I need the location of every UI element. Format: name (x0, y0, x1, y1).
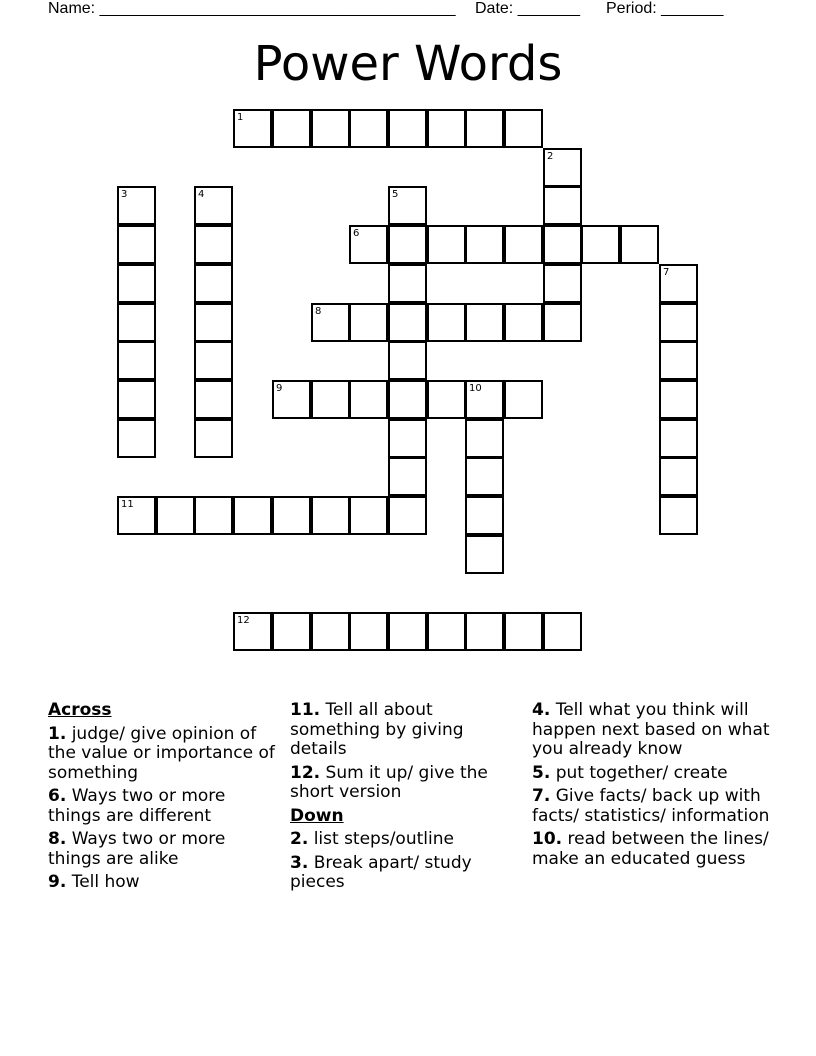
crossword-cell[interactable] (620, 225, 659, 264)
clue-number: 9. (48, 872, 67, 892)
crossword-cell[interactable] (311, 612, 350, 651)
crossword-cell[interactable] (117, 303, 156, 342)
crossword-cell[interactable] (388, 341, 427, 380)
crossword-cell[interactable] (388, 303, 427, 342)
crossword-cell[interactable] (543, 303, 582, 342)
crossword-cell[interactable] (659, 341, 698, 380)
clue-number: 5. (532, 762, 551, 783)
clue-number-label: 12 (237, 615, 250, 626)
crossword-cell[interactable] (194, 380, 233, 419)
crossword-cell[interactable] (311, 496, 350, 535)
clue-number-label: 9 (276, 383, 283, 394)
clue-across-12 (290, 764, 518, 803)
crossword-cell[interactable] (388, 457, 427, 496)
crossword-cell[interactable] (427, 612, 466, 651)
crossword-cell[interactable] (465, 496, 504, 535)
clue-number-label: 1 (237, 112, 244, 123)
crossword-cell[interactable] (388, 496, 427, 535)
crossword-cell[interactable] (194, 496, 233, 535)
clue-number: 3. (290, 852, 309, 873)
crossword-cell[interactable] (465, 535, 504, 574)
clue-number: 4. (532, 700, 551, 720)
crossword-cell[interactable] (117, 225, 156, 264)
clue-number-label: 5 (392, 189, 399, 200)
crossword-cell[interactable] (427, 109, 466, 148)
crossword-cell[interactable] (543, 148, 582, 187)
crossword-cell[interactable] (194, 264, 233, 303)
crossword-cell[interactable] (311, 303, 350, 342)
crossword-cell[interactable] (349, 109, 388, 148)
crossword-cell[interactable] (543, 186, 582, 225)
clue-down-3 (290, 854, 518, 893)
crossword-cell[interactable] (581, 225, 620, 264)
clue-down-2 (290, 830, 518, 850)
clue-number: 7. (532, 786, 551, 806)
crossword-cell[interactable] (117, 380, 156, 419)
crossword-cell[interactable] (543, 612, 582, 651)
crossword-cell[interactable] (388, 225, 427, 264)
clue-text: Ways two or more things are alike (48, 829, 226, 869)
clue-number-label: 10 (469, 383, 482, 394)
crossword-cell[interactable] (659, 496, 698, 535)
clue-number: 6. (48, 786, 67, 806)
crossword-cell[interactable] (272, 380, 311, 419)
crossword-cell[interactable] (659, 264, 698, 303)
crossword-cell[interactable] (272, 109, 311, 148)
crossword-cell[interactable] (272, 612, 311, 651)
clue-number: 10. (532, 829, 563, 849)
clue-text: Tell all about something by giving details (290, 700, 464, 759)
crossword-cell[interactable] (117, 496, 156, 535)
crossword-cell[interactable] (504, 380, 543, 419)
down-heading: Down (290, 805, 344, 826)
crossword-cell[interactable] (659, 380, 698, 419)
clues-column-1 (48, 701, 280, 897)
clue-down-4 (532, 701, 772, 760)
clue-text: Give facts/ back up with facts/ statistics/ information (532, 786, 770, 826)
crossword-cell[interactable] (465, 225, 504, 264)
clue-across-6 (48, 787, 280, 826)
clue-number: 2. (290, 829, 309, 849)
crossword-cell[interactable] (465, 612, 504, 651)
crossword-cell[interactable] (194, 303, 233, 342)
clue-number-label: 7 (663, 267, 670, 278)
crossword-cell[interactable] (659, 457, 698, 496)
period-field-label: Period: _______ (606, 0, 724, 17)
clue-text: Tell what you think will happen next based on what you already know (532, 700, 770, 759)
clue-text: list steps/outline (313, 829, 454, 849)
crossword-cell[interactable] (194, 419, 233, 458)
clue-text: Tell how (71, 872, 140, 892)
crossword-cell[interactable] (233, 612, 272, 651)
crossword-cell[interactable] (117, 341, 156, 380)
crossword-cell[interactable] (349, 303, 388, 342)
crossword-cell[interactable] (465, 109, 504, 148)
clue-number: 11. (290, 700, 321, 720)
crossword-cell[interactable] (233, 109, 272, 148)
clue-down-5 (532, 764, 772, 784)
crossword-cell[interactable] (388, 612, 427, 651)
crossword-cell[interactable] (233, 496, 272, 535)
crossword-cell[interactable] (465, 303, 504, 342)
clue-number: 12. (290, 762, 321, 783)
clue-across-11 (290, 701, 518, 760)
clue-number: 1. (48, 723, 67, 744)
crossword-cell[interactable] (543, 264, 582, 303)
crossword-cell[interactable] (117, 419, 156, 458)
crossword-cell[interactable] (465, 419, 504, 458)
clue-number: 8. (48, 829, 67, 849)
crossword-cell[interactable] (427, 225, 466, 264)
crossword-cell[interactable] (388, 419, 427, 458)
crossword-cell[interactable] (117, 186, 156, 225)
clue-number-label: 3 (121, 189, 128, 200)
clue-number-label: 8 (315, 306, 322, 317)
crossword-cell[interactable] (465, 380, 504, 419)
clues-column-2 (290, 701, 518, 897)
clue-across-1 (48, 725, 280, 784)
crossword-cell[interactable] (194, 225, 233, 264)
crossword-cell[interactable] (659, 303, 698, 342)
crossword-cell[interactable] (388, 186, 427, 225)
page-title: Power Words (253, 36, 563, 92)
clue-text: Ways two or more things are different (48, 786, 226, 826)
crossword-cell[interactable] (659, 419, 698, 458)
crossword-cell[interactable] (194, 341, 233, 380)
clue-number-label: 2 (547, 151, 554, 162)
crossword-cell[interactable] (194, 186, 233, 225)
crossword-cell[interactable] (504, 225, 543, 264)
crossword-cell[interactable] (349, 496, 388, 535)
crossword-cell[interactable] (543, 225, 582, 264)
crossword-cell[interactable] (117, 264, 156, 303)
crossword-cell[interactable] (504, 303, 543, 342)
clue-text: judge/ give opinion of the value or importance of something (48, 723, 275, 783)
clue-number-label: 4 (198, 189, 205, 200)
date-field-label: Date: _______ (475, 0, 580, 17)
crossword-cell[interactable] (388, 264, 427, 303)
clue-text: Sum it up/ give the short version (290, 762, 488, 802)
clue-down-10 (532, 830, 772, 869)
crossword-cell[interactable] (349, 380, 388, 419)
clues-column-3 (532, 701, 772, 873)
crossword-cell[interactable] (311, 380, 350, 419)
clue-text: Break apart/ study pieces (290, 852, 472, 892)
clue-number-label: 11 (121, 499, 134, 510)
crossword-cell[interactable] (349, 612, 388, 651)
crossword-cell[interactable] (427, 380, 466, 419)
clue-text: read between the lines/ make an educated guess (532, 829, 769, 869)
crossword-cell[interactable] (388, 380, 427, 419)
crossword-cell[interactable] (427, 303, 466, 342)
clue-down-7 (532, 787, 772, 826)
clue-across-9 (48, 873, 280, 893)
crossword-cell[interactable] (504, 612, 543, 651)
crossword-cell[interactable] (388, 109, 427, 148)
name-field-label: Name: ________________________________________ (48, 0, 456, 17)
crossword-cell[interactable] (272, 496, 311, 535)
crossword-cell[interactable] (311, 109, 350, 148)
crossword-cell[interactable] (156, 496, 195, 535)
clue-across-8 (48, 830, 280, 869)
crossword-cell[interactable] (349, 225, 388, 264)
across-heading: Across (48, 700, 112, 720)
crossword-cell[interactable] (504, 109, 543, 148)
clue-text: put together/ create (555, 762, 728, 783)
crossword-cell[interactable] (465, 457, 504, 496)
clue-number-label: 6 (353, 228, 360, 239)
